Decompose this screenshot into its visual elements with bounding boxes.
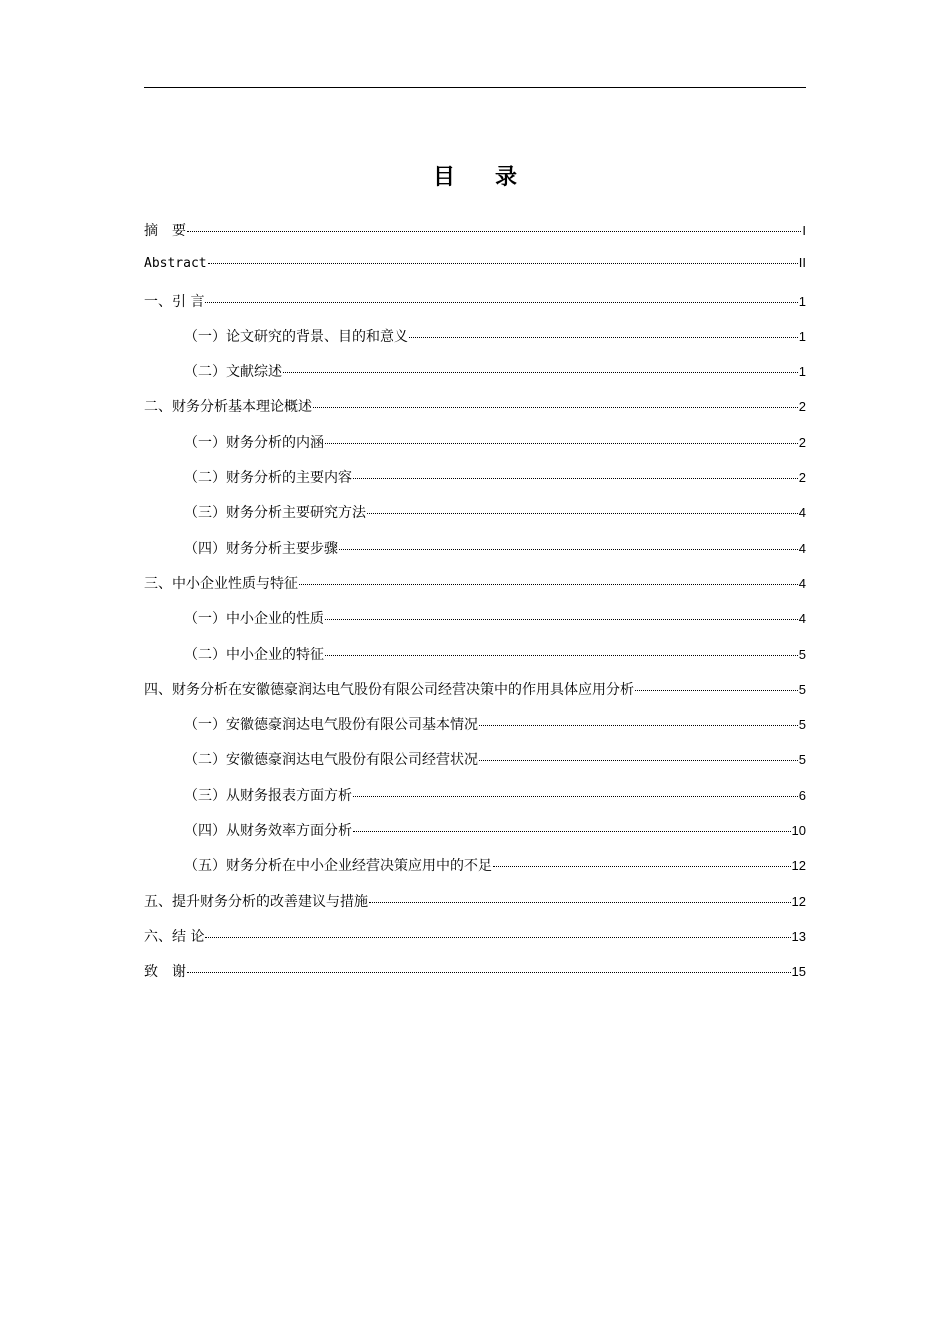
toc-entry-label: 四、财务分析在安徽德豪润达电气股份有限公司经营决策中的作用具体应用分析 (144, 681, 634, 698)
toc-entry-label: Abstract (144, 256, 207, 272)
toc-entry[interactable] (144, 502, 806, 537)
toc-entry-label: 二、财务分析基本理论概述 (144, 399, 312, 416)
toc-entry-label: 五、提升财务分析的改善建议与措施 (144, 893, 368, 910)
toc-dot-leader (187, 231, 801, 232)
toc-entry-page-number: 10 (791, 823, 806, 839)
toc-dot-leader (205, 302, 797, 303)
toc-dot-leader (353, 831, 791, 832)
toc-entry-page-number: 4 (798, 611, 806, 627)
toc-entry[interactable] (144, 255, 806, 290)
toc-entry-page-number: 2 (798, 434, 806, 450)
toc-entry-page-number: 2 (798, 399, 806, 415)
toc-entry[interactable] (144, 820, 806, 855)
toc-entry[interactable] (144, 855, 806, 890)
toc-entry-label: （四）财务分析主要步骤 (184, 540, 338, 557)
toc-entry-page-number: 4 (798, 575, 806, 591)
toc-entry-label: （一）论文研究的背景、目的和意义 (184, 328, 408, 345)
toc-entry-page-number: 5 (798, 752, 806, 768)
header-rule (144, 87, 806, 88)
toc-entry[interactable] (144, 538, 806, 573)
toc-entry-label: （一）中小企业的性质 (184, 611, 324, 628)
toc-title (0, 160, 950, 191)
toc-entry-page-number: 12 (791, 858, 806, 874)
toc-dot-leader (187, 972, 791, 973)
toc-dot-leader (635, 690, 798, 691)
toc-entry-page-number: 1 (798, 364, 806, 380)
toc-dot-leader (325, 443, 798, 444)
toc-entry-label: 摘 要 (144, 223, 186, 239)
toc-entry[interactable] (144, 573, 806, 608)
toc-entry[interactable] (144, 714, 806, 749)
toc-dot-leader (339, 549, 798, 550)
toc-entry-page-number: 1 (798, 293, 806, 309)
toc-entry-label: 一、引 言 (144, 293, 205, 310)
toc-entry[interactable] (144, 785, 806, 820)
toc-entry-page-number: 4 (798, 505, 806, 521)
toc-entry-label: 致 谢 (144, 964, 186, 981)
toc-entry-page-number: 5 (798, 681, 806, 697)
toc-entry[interactable] (144, 608, 806, 643)
toc-dot-leader (205, 937, 790, 938)
toc-entry-page-number: 2 (798, 470, 806, 486)
toc-entry[interactable] (144, 467, 806, 502)
toc-entry-label: （三）财务分析主要研究方法 (184, 505, 366, 522)
toc-entry-label: （一）财务分析的内涵 (184, 434, 324, 451)
toc-entry[interactable] (144, 291, 806, 326)
toc-entry-page-number: 4 (798, 540, 806, 556)
toc-entry[interactable] (144, 644, 806, 679)
toc-entry-label: （三）从财务报表方面方析 (184, 787, 352, 804)
toc-entry-label: 三、中小企业性质与特征 (144, 575, 298, 592)
toc-dot-leader (353, 478, 798, 479)
toc-entry-page-number: II (798, 255, 806, 271)
toc-entry[interactable] (144, 961, 806, 996)
toc-dot-leader (325, 655, 798, 656)
toc-entry-page-number: 5 (798, 646, 806, 662)
toc-dot-leader (283, 372, 798, 373)
toc-dot-leader (479, 760, 798, 761)
toc-entry-label: 六、结 论 (144, 928, 205, 945)
toc-dot-leader (367, 513, 798, 514)
toc-title-char-1: 目 (432, 164, 455, 190)
toc-entry-page-number: I (802, 223, 806, 238)
toc-entry-page-number: 15 (791, 964, 806, 980)
toc-entry[interactable] (144, 749, 806, 784)
toc-dot-leader (299, 584, 798, 585)
toc-entry[interactable] (144, 432, 806, 467)
toc-dot-leader (353, 796, 798, 797)
toc-entry[interactable] (144, 326, 806, 361)
toc-entry[interactable] (144, 361, 806, 396)
toc-dot-leader (479, 725, 798, 726)
toc-entry-label: （一）安徽德豪润达电气股份有限公司基本情况 (184, 717, 478, 734)
toc-entry-page-number: 6 (798, 787, 806, 803)
toc-dot-leader (409, 337, 798, 338)
toc-entry-label: （二）安徽德豪润达电气股份有限公司经营状况 (184, 752, 478, 769)
toc-entry-page-number: 13 (791, 928, 806, 944)
toc-entry-label: （二）中小企业的特征 (184, 646, 324, 663)
toc-entry[interactable] (144, 396, 806, 431)
toc-entry-label: （五）财务分析在中小企业经营决策应用中的不足 (184, 858, 492, 875)
toc-dot-leader (369, 902, 791, 903)
toc-entry-label: （二）文献综述 (184, 364, 282, 381)
toc-dot-leader (493, 866, 791, 867)
toc-title-char-2: 录 (495, 164, 518, 190)
toc-entry[interactable] (144, 926, 806, 961)
toc-entry[interactable] (144, 891, 806, 926)
table-of-contents (144, 220, 806, 997)
toc-entry-page-number: 1 (798, 328, 806, 344)
toc-entry-label: （四）从财务效率方面分析 (184, 823, 352, 840)
toc-entry-label: （二）财务分析的主要内容 (184, 470, 352, 487)
toc-dot-leader (208, 263, 798, 264)
toc-entry-page-number: 5 (798, 717, 806, 733)
toc-dot-leader (313, 407, 798, 408)
toc-dot-leader (325, 619, 798, 620)
toc-entry[interactable] (144, 679, 806, 714)
toc-entry-page-number: 12 (791, 893, 806, 909)
toc-entry[interactable] (144, 220, 806, 255)
